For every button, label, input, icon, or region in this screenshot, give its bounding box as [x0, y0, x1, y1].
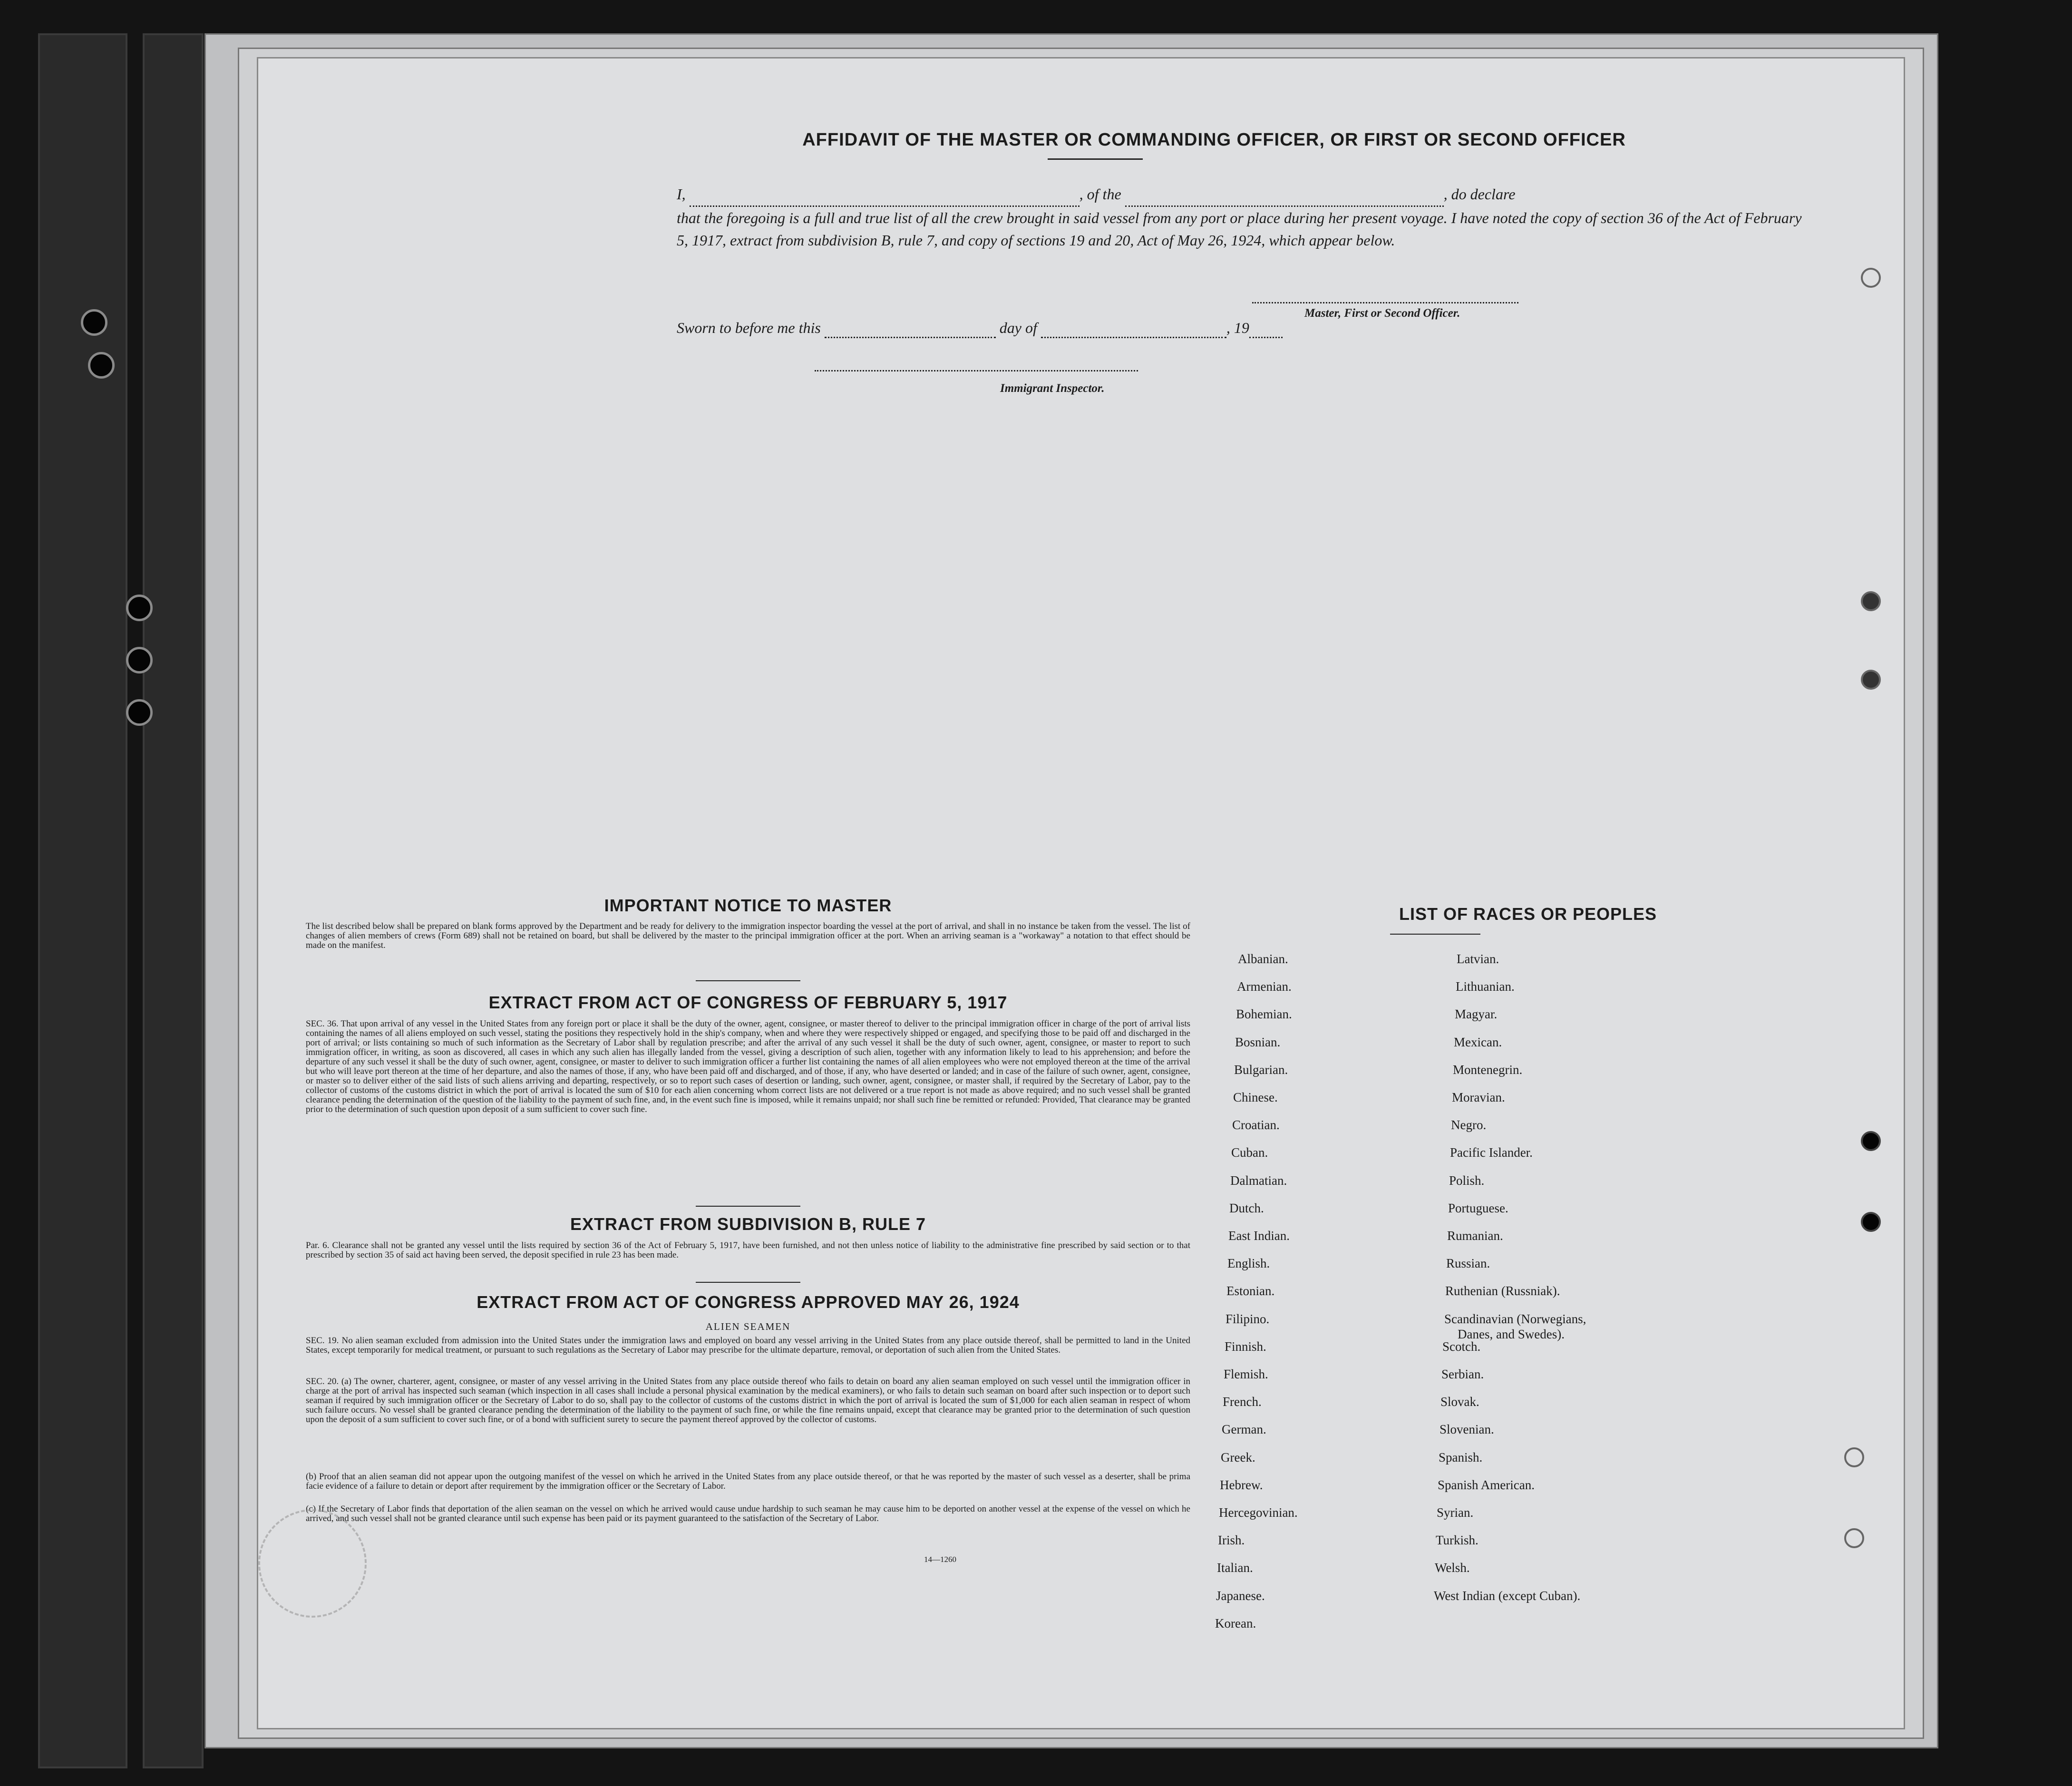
race-item: Italian. [1217, 1561, 1253, 1575]
race-item: Cuban. [1231, 1145, 1268, 1160]
extract-1924-sec20a: SEC. 20. (a) The owner, charterer, agent, consignee, or master of any vessel arriving in the United States from any place outside thereof who fails to detain on board any alien seaman employed on such vessel until the immigration officer in charge at the port of arrival has inspected such seaman (which inspection in all cases shall include a personal physical examination by the medical examiners), or who fails to detain such seaman on board after such inspection or to deport such seaman if required by such immigration officer or the Secretary of Labor to do so, shall pay to the collector of customs of the customs district in which the port of arrival is located the sum of $1,000 for each alien seaman in respect of whom such failure occurs. No vessel shall be granted clearance pending the determination of the liability to the payment of such fine, or while the fine remains unpaid, except that clearance may be granted prior to the determination of such question upon the deposit of a sum sufficient to cover such fine, or of a bond with sufficient surety to secure the payment thereof approved by the collector of customs. [306, 1376, 1190, 1425]
race-item: Finnish. [1225, 1339, 1266, 1354]
punch-hole [1844, 1528, 1864, 1548]
race-item: German. [1222, 1422, 1266, 1437]
race-item: Negro. [1451, 1118, 1487, 1132]
punch-hole [1844, 1447, 1864, 1467]
sworn-month-field[interactable] [1041, 319, 1226, 338]
sworn-year-field[interactable] [1249, 319, 1283, 338]
document-page [257, 57, 1905, 1729]
affidavit-body: that the foregoing is a full and true list of all the crew brought in said vessel from any port or place during her present voyage. I have noted the copy of section 36 of the Act of February 5, 1917, extract from subdivision B, rule 7, and copy of sections 19 and 20, Act of May 26, 1924, which appear below. [677, 209, 1802, 249]
race-item: Turkish. [1436, 1533, 1479, 1548]
extract-1924-sec19: SEC. 19. No alien seaman excluded from admission into the United States under the immigration laws and employed on board any vessel arriving in the United States from any place outside thereof, shall be permitted to land in the United States, except temporarily for medical treatment, or pursuant to such regulations as the Secretary of Labor may prescribe for the ultimate departure, removal, or deportation of such alien from the United States. [306, 1336, 1190, 1355]
race-item: East Indian. [1228, 1229, 1290, 1243]
race-item: Serbian. [1441, 1367, 1484, 1381]
divider [696, 1206, 800, 1207]
extract-1924-sec20c: (c) If the Secretary of Labor finds that deportation of the alien seaman on the vessel on which he arrived would cause undue hardship to such seaman he may cause him to be deported on another vessel at the expense of the vessel on which he arrived, and such vessel shall not be granted clearance until such expense has been paid or its payment guaranteed to the satisfaction of the Secretary of Labor. [306, 1504, 1190, 1523]
officer-name-field[interactable] [690, 183, 1080, 207]
race-item: Greek. [1221, 1450, 1255, 1464]
affidavit-of-the: , of the [1079, 185, 1121, 203]
affidavit-i: I, [677, 185, 686, 203]
sworn-year-prefix: , 19 [1226, 319, 1249, 336]
race-item: Chinese. [1233, 1090, 1278, 1104]
race-item: Moravian. [1452, 1090, 1505, 1104]
extract-rule7-title: EXTRACT FROM SUBDIVISION B, RULE 7 [570, 1214, 926, 1234]
sworn-prefix: Sworn to before me this [677, 319, 821, 336]
race-item: Spanish American. [1438, 1477, 1535, 1492]
race-item: Hebrew. [1220, 1477, 1263, 1492]
punch-hole [1861, 268, 1881, 288]
race-item: Rumanian. [1447, 1229, 1503, 1243]
race-item: Dutch. [1229, 1200, 1264, 1215]
punch-hole [1861, 670, 1881, 690]
affidavit-text [677, 183, 1809, 252]
race-item: Irish. [1218, 1533, 1245, 1548]
binder-hole [88, 352, 115, 379]
race-item: Magyar. [1455, 1007, 1498, 1022]
race-item: Spanish. [1439, 1450, 1483, 1464]
form-number: 14—1260 [924, 1555, 956, 1564]
race-item: Montenegrin. [1453, 1062, 1523, 1077]
race-item: Mexican. [1454, 1035, 1502, 1049]
race-item: Armenian. [1237, 979, 1292, 994]
binder-hole [126, 595, 153, 621]
race-item: Ruthenian (Russniak). [1445, 1284, 1560, 1298]
race-item: Filipino. [1226, 1311, 1270, 1326]
extract-rule7-text: Par. 6. Clearance shall not be granted any vessel until the lists required by section 36 of the Act of February 5, 1917, have been furnished, and not then unless notice of liability to the administrative fine prescribed by said section or to that prescribed by section 35 of said act having been served, the deposit specified in rule 23 has been made. [306, 1240, 1190, 1260]
divider [696, 1282, 800, 1283]
race-item: Latvian. [1457, 952, 1499, 966]
vessel-name-field[interactable] [1125, 183, 1444, 207]
notice-text: The list described below shall be prepared on blank forms approved by the Department and be ready for delivery to the immigration inspector boarding the vessel at the port of arrival, and shall in no instance be taken from the vessel. The list of changes of alien members of crews (Form 689) shall not be retained on board, but shall be delivered by the master to the principal immigration officer at the port. When an arriving seaman is a "workaway" a notation to that effect should be made on the manifest. [306, 921, 1190, 950]
race-item: Korean. [1215, 1616, 1256, 1630]
sworn-day-field[interactable] [825, 319, 996, 338]
race-item: Slovenian. [1440, 1422, 1494, 1437]
race-item: Dalmatian. [1230, 1173, 1287, 1188]
race-item: Croatian. [1232, 1118, 1280, 1132]
races-title: LIST OF RACES OR PEOPLES [1399, 904, 1657, 924]
race-item: Slovak. [1440, 1395, 1479, 1409]
affidavit-line-1 [677, 183, 1809, 207]
binder-hole [126, 647, 153, 673]
race-item: Pacific Islander. [1450, 1145, 1533, 1160]
race-item: Bosnian. [1235, 1035, 1281, 1049]
binder-hole [126, 699, 153, 726]
race-item: Flemish. [1224, 1367, 1268, 1381]
master-caption: Master, First or Second Officer. [1304, 307, 1460, 320]
race-item: Welsh. [1435, 1561, 1470, 1575]
race-item: Bulgarian. [1234, 1062, 1288, 1077]
sworn-day-of: day of [999, 319, 1037, 336]
race-item: Portuguese. [1448, 1200, 1508, 1215]
divider [696, 980, 800, 981]
race-item: Lithuanian. [1456, 979, 1515, 994]
inspector-signature-line[interactable] [815, 370, 1138, 371]
race-item: Estonian. [1226, 1284, 1275, 1298]
punch-hole [1861, 591, 1881, 611]
extract-1924-sec20b: (b) Proof that an alien seaman did not appear upon the outgoing manifest of the vessel on which he arrived in the United States from any place outside thereof, or that he was reported by the master of such vessel as a deserter, shall be prima facie evidence of a failure to detain or deport after requirement by the immigration officer or the Secretary of Labor. [306, 1472, 1190, 1491]
race-item: Bohemian. [1236, 1007, 1292, 1022]
extract-1917-title: EXTRACT FROM ACT OF CONGRESS OF FEBRUARY 5, 1917 [488, 993, 1008, 1012]
race-item: Syrian. [1437, 1505, 1474, 1520]
divider [1390, 934, 1480, 935]
extract-1924-title: EXTRACT FROM ACT OF CONGRESS APPROVED MAY 26, 1924 [477, 1292, 1020, 1312]
extract-1924-subtitle: ALIEN SEAMEN [705, 1321, 791, 1332]
race-item: West Indian (except Cuban). [1434, 1588, 1581, 1603]
race-item: Scotch. [1442, 1339, 1481, 1354]
race-item: Hercegovinian. [1219, 1505, 1298, 1520]
race-item: Japanese. [1216, 1588, 1265, 1603]
affidavit-title: AFFIDAVIT OF THE MASTER OR COMMANDING OFFICER, OR FIRST OR SECOND OFFICER [802, 130, 1626, 150]
race-item: Albanian. [1238, 952, 1288, 966]
race-item: Scandinavian (Norwegians, [1444, 1311, 1586, 1326]
binder-hole [81, 309, 107, 336]
faded-seal-stamp [258, 1509, 367, 1618]
sworn-line [677, 319, 1283, 338]
race-item: French. [1223, 1395, 1262, 1409]
master-signature-line[interactable] [1252, 302, 1518, 303]
divider [1048, 158, 1143, 160]
inspector-caption: Immigrant Inspector. [1000, 382, 1105, 395]
race-item: Polish. [1449, 1173, 1485, 1188]
notice-title: IMPORTANT NOTICE TO MASTER [604, 896, 892, 915]
affidavit-declare: , do declare [1443, 185, 1516, 203]
binder-strip [143, 33, 204, 1768]
punch-hole [1861, 1212, 1881, 1232]
punch-hole [1861, 1131, 1881, 1151]
extract-1917-text: SEC. 36. That upon arrival of any vessel in the United States from any foreign port or place it shall be the duty of the owner, agent, consignee, or master thereof to deliver to the principal immigration officer in charge of the port of arrival lists containing the names of all aliens employed on such vessel, stating the positions they respectively hold in the ship's company, when and where they were respectively shipped or engaged, and specifying those to be paid off and discharged in the port of arrival; or lists containing so much of such information as the Secretary of Labor shall by regulation prescribe; and after the arrival of any such vessel it shall be the duty of such owner, agent, consignee, or master to report to such immigration officer, in writing, as soon as discovered, all cases in which any such alien has illegally landed from the vessel, giving a description of such alien, together with any information likely to lead to his apprehension; and before the departure of any such vessel it shall be the duty of such owner, agent, consignee, or master to deliver to such immigration officer a further list containing the names of all alien employees who were not employed thereon at the time of the arrival but who will leave port thereon at the time of her departure, and also the names of those, if any, who have been paid off and discharged, and of those, if any, who have deserted or landed; and in case of the failure of such owner, agent, consignee, or master so to deliver either of the said lists of such aliens arriving and departing, respectively, or so to report such cases of desertion or landing, such owner, agent, consignee, or master shall, if required by the Secretary of Labor, pay to the collector of customs of the customs district in which the port of arrival is located the sum of $10 for each alien concerning whom correct lists are not delivered or a true report is not made as above required; and no such vessel shall be granted clearance pending the determination of the question of the liability to the payment of such fine, and, in the event such fine is imposed, while it remains unpaid; nor shall such fine be remitted or refunded: Provided, That clearance may be granted prior to the determination of such question upon deposit of a sum sufficient to cover such fine. [306, 1019, 1190, 1114]
race-item: English. [1227, 1256, 1270, 1271]
race-item: Russian. [1446, 1256, 1490, 1271]
race-item: Danes, and Swedes). [1458, 1327, 1565, 1341]
binder-strip [38, 33, 127, 1768]
